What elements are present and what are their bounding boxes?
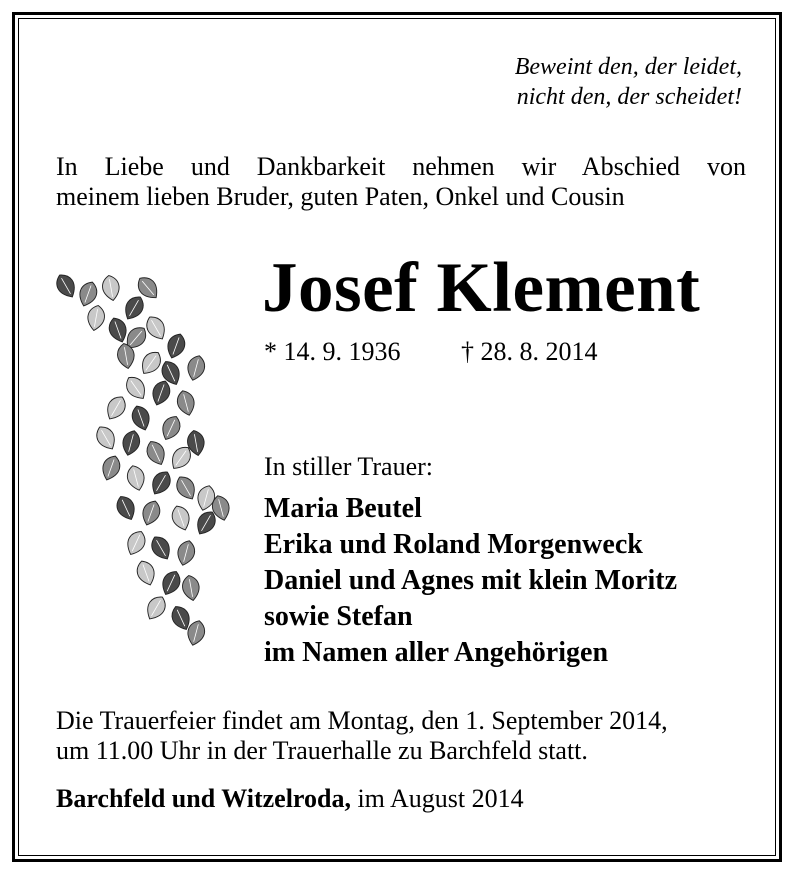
life-dates [264,336,598,368]
service-line-2: um 11.00 Uhr in der Trauerhalle zu Barchfeld statt. [56,736,588,765]
service-info [56,706,668,766]
motto [515,52,742,112]
deceased-name: Josef Klement [262,249,701,327]
mourner-name: Maria Beutel [264,493,422,524]
motto-line-2: nicht den, der scheidet! [516,84,742,110]
service-line-1: Die Trauerfeier findet am Montag, den 1. September 2014, [56,706,668,735]
birth-date: * 14. 9. 1936 [264,337,401,366]
closing-place: Barchfeld und Witzelroda, [56,784,351,813]
intro-line-1: In Liebe und Dankbarkeit nehmen wir Abschied von [56,152,746,181]
mourners-list [264,491,677,671]
mourner-name: sowie Stefan [264,601,413,632]
death-date: † 28. 8. 2014 [461,337,598,366]
motto-line-1: Beweint den, der leidet, [514,54,742,80]
mourner-name: im Namen aller Angehörigen [264,637,609,668]
mourning-label: In stiller Trauer: [264,452,433,481]
mourner-name: Daniel und Agnes mit klein Moritz [264,565,678,596]
closing-date: im August 2014 [350,784,524,813]
intro-text [56,152,746,212]
ivy-leaves-icon [36,268,236,648]
intro-line-2: meinem lieben Bruder, guten Paten, Onkel und Cousin [56,182,625,211]
mourner-name: Erika und Roland Morgenweck [264,529,643,560]
closing-line [56,784,524,814]
